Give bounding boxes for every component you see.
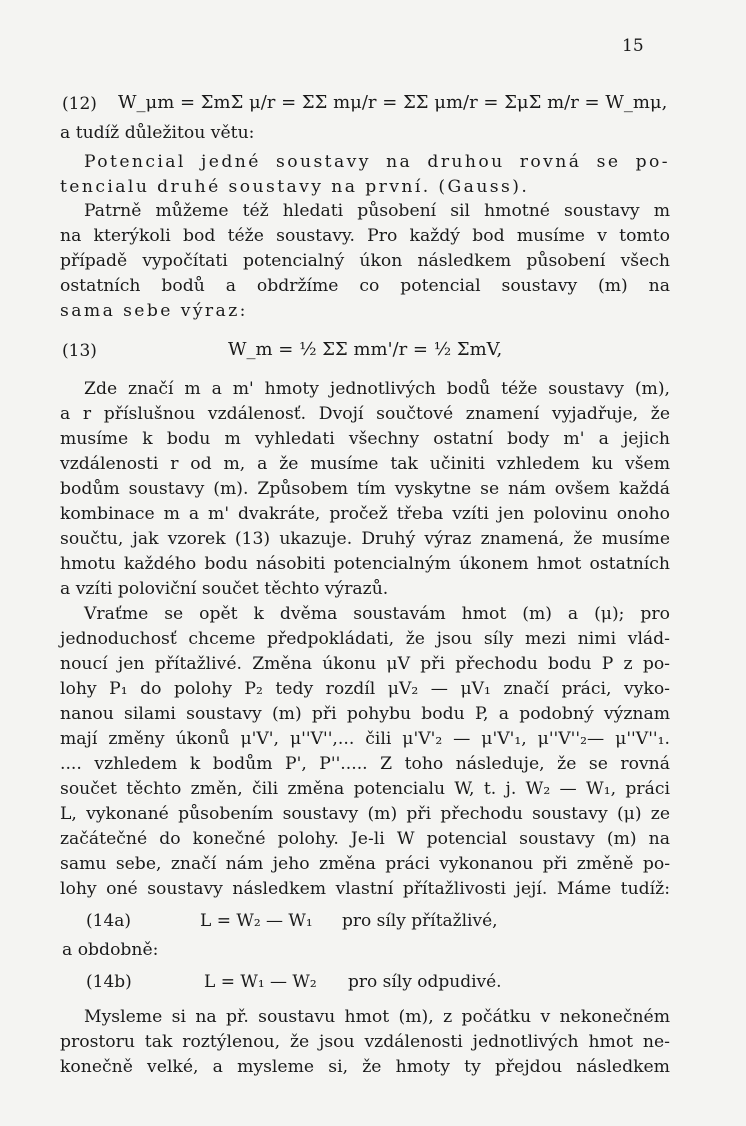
text-line: konečně velké, a mysleme si, že hmoty ty přejdou následkem	[60, 1057, 670, 1077]
text-line: kombinace m a m' dvakráte, pročež třeba vzíti jen polovinu onoho	[60, 504, 670, 524]
text-line: začátečné do konečné polohy. Je-li W potencial soustavy (m) na	[60, 829, 670, 849]
text-line: sama sebe výraz:	[60, 301, 248, 321]
text-line: součtu, jak vzorek (13) ukazuje. Druhý výraz znamená, že musíme	[60, 529, 670, 549]
equation-14a: L = W₂ — W₁	[200, 911, 313, 931]
equation-13-number: (13)	[62, 341, 97, 361]
text-line: a vzíti poloviční součet těchto výrazů.	[60, 579, 389, 599]
text-line: Mysleme si na př. soustavu hmot (m), z počátku v nekonečném	[84, 1007, 670, 1027]
text-line: Zde značí m a m' hmoty jednotlivých bodů téže soustavy (m),	[84, 379, 670, 399]
text-line: prostoru tak roztýlenou, že jsou vzdálenosti jednotlivých hmot ne-	[60, 1032, 670, 1052]
equation-13: W_m = ½ ΣΣ mm'/r = ½ ΣmV,	[228, 339, 503, 360]
text-line-theorem: Potencial jedné soustavy na druhou rovná se po-	[84, 152, 670, 172]
text-line: nanou silami soustavy (m) při pohybu bodu P, a podobný význam	[60, 704, 670, 724]
equation-14a-number: (14a)	[86, 911, 132, 931]
text-line: Patrně můžeme též hledati působení sil hmotné soustavy m	[84, 201, 670, 221]
equation-14b-note: pro síly odpudivé.	[348, 972, 502, 992]
text-line: na kterýkoli bod téže soustavy. Pro každý bod musíme v tomto	[60, 226, 670, 246]
text-line: a obdobně:	[62, 940, 159, 960]
equation-14b: L = W₁ — W₂	[204, 972, 317, 992]
text-line: lohy P₁ do polohy P₂ tedy rozdíl μV₂ — μV₁ značí práci, vyko-	[60, 679, 670, 699]
text-line: a r příslušnou vzdálenosť. Dvojí součtové znamení vyjadřuje, že	[60, 404, 670, 424]
text-line: jednoduchosť chceme předpokládati, že jsou síly mezi nimi vlád-	[60, 629, 670, 649]
page-number: 15	[622, 36, 644, 56]
text-line: a tudíž důležitou větu:	[60, 123, 255, 143]
text-line: hmotu každého bodu násobiti potencialným úkonem hmot ostatních	[60, 554, 670, 574]
text-line: samu sebe, značí nám jeho změna práci vykonanou při změně po-	[60, 854, 670, 874]
equation-12: W_μm = ΣmΣ μ/r = ΣΣ mμ/r = ΣΣ μm/r = ΣμΣ m/r = W_mμ,	[118, 92, 668, 113]
text-line-theorem: tencialu druhé soustavy na první. (Gauss).	[60, 177, 530, 197]
text-line: součet těchto změn, čili změna potencialu W, t. j. W₂ — W₁, práci	[60, 779, 670, 799]
text-line: lohy oné soustavy následkem vlastní přítažlivosti její. Máme tudíž:	[60, 879, 670, 899]
equation-14a-note: pro síly přítažlivé,	[342, 911, 498, 931]
text-line: L, vykonané působením soustavy (m) při přechodu soustavy (μ) ze	[60, 804, 670, 824]
text-line: mají změny úkonů μ'V', μ''V'',... čili μ'V'₂ — μ'V'₁, μ''V''₂— μ''V''₁.	[60, 729, 670, 749]
text-line: noucí jen přítažlivé. Změna úkonu μV při přechodu bodu P z po-	[60, 654, 670, 674]
text-line: bodům soustavy (m). Způsobem tím vyskytne se nám ovšem každá	[60, 479, 670, 499]
text-line: ostatních bodů a obdržíme co potencial soustavy (m) na	[60, 276, 670, 296]
equation-14b-number: (14b)	[86, 972, 132, 992]
text-line: vzdálenosti r od m, a že musíme tak učiniti vzhledem ku všem	[60, 454, 670, 474]
text-line: případě vypočítati potencialný úkon následkem působení všech	[60, 251, 670, 271]
text-line: musíme k bodu m vyhledati všechny ostatní body m' a jejich	[60, 429, 670, 449]
equation-12-number: (12)	[62, 94, 97, 114]
text-line: .... vzhledem k bodům P', P''..... Z toho následuje, že se rovná	[60, 754, 670, 774]
text-line: Vraťme se opět k dvěma soustavám hmot (m) a (μ); pro	[84, 604, 670, 624]
